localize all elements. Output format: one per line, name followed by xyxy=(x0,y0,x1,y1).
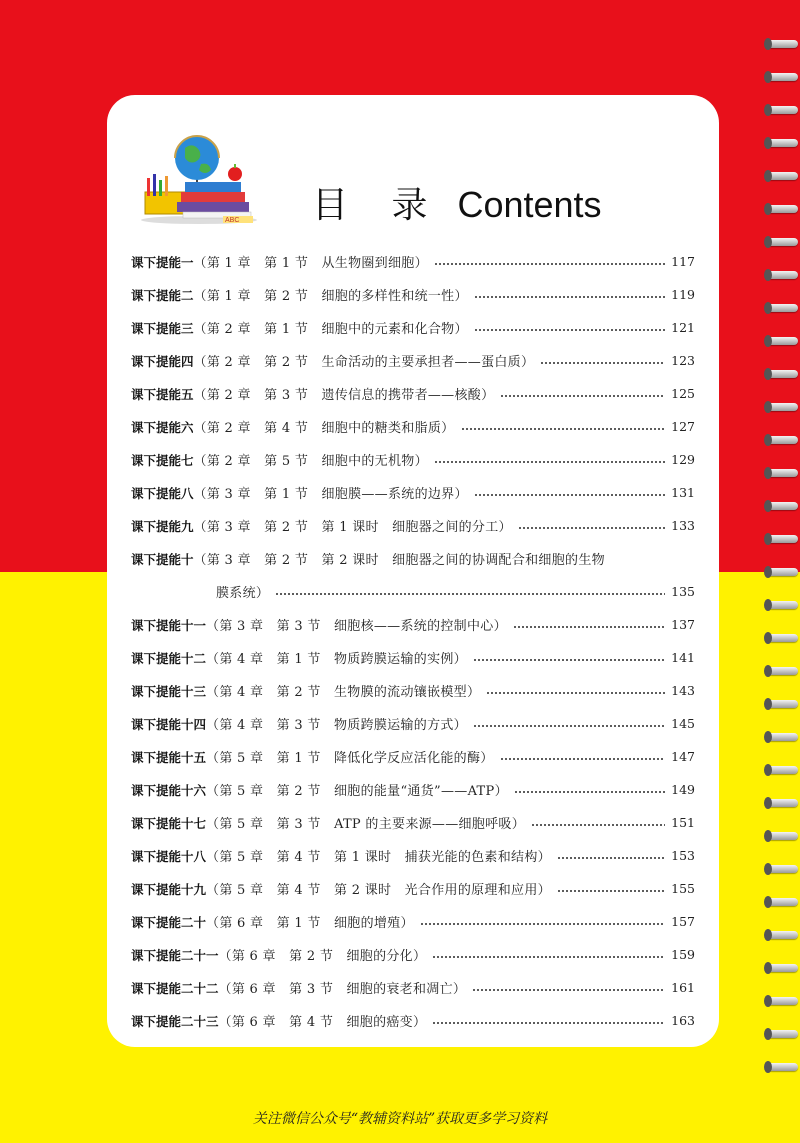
dot-leader xyxy=(557,890,665,892)
dot-leader xyxy=(434,461,665,463)
toc-page-number: 131 xyxy=(671,485,695,500)
toc-page-number: 159 xyxy=(671,947,695,962)
toc-page-number: 157 xyxy=(671,914,695,929)
toc-entry-label: 课下提能七 xyxy=(131,452,194,468)
toc-entry[interactable] xyxy=(131,608,695,641)
toc-entry-title: （第 6 章 第 1 节 细胞的增殖） xyxy=(206,916,414,931)
toc-entry-label: 课下提能十九 xyxy=(131,881,207,897)
binding-ring xyxy=(768,304,798,312)
toc-entry[interactable] xyxy=(131,245,695,278)
toc-entry-title: （第 2 章 第 5 节 细胞中的无机物） xyxy=(193,454,428,469)
toc-entry-label: 课下提能二十二 xyxy=(131,980,219,996)
toc-entry-title: （第 2 章 第 3 节 遗传信息的携带者——核酸） xyxy=(193,388,495,403)
toc-entry[interactable] xyxy=(131,674,695,707)
toc-entry-label: 课下提能十五 xyxy=(131,749,207,765)
toc-page-number: 117 xyxy=(671,254,695,269)
toc-entry-label: 课下提能十三 xyxy=(131,683,207,699)
binding-ring xyxy=(768,898,798,906)
toc-entry[interactable] xyxy=(131,839,695,872)
toc-entry-title: （第 6 章 第 3 节 细胞的衰老和凋亡） xyxy=(218,982,467,997)
toc-entry[interactable] xyxy=(131,905,695,938)
binding-ring xyxy=(768,172,798,180)
dot-leader xyxy=(540,362,665,364)
toc-page-number: 141 xyxy=(671,650,695,665)
toc-entry-label: 课下提能三 xyxy=(131,320,194,336)
toc-entry-label: 课下提能八 xyxy=(131,485,194,501)
toc-page-number: 137 xyxy=(671,617,695,632)
binding-ring xyxy=(768,106,798,114)
globe-books-icon xyxy=(137,130,262,225)
binding-ring xyxy=(768,436,798,444)
dot-leader xyxy=(500,395,665,397)
toc-entry-label: 课下提能十 xyxy=(131,551,194,567)
dot-leader xyxy=(473,659,665,661)
toc-page-number: 123 xyxy=(671,353,695,368)
toc-page-number: 129 xyxy=(671,452,695,467)
page-title xyxy=(312,177,602,227)
toc-entry-title: （第 1 章 第 1 节 从生物圈到细胞） xyxy=(193,256,428,271)
binding-ring xyxy=(768,337,798,345)
dot-leader xyxy=(432,1022,665,1024)
toc-entry[interactable] xyxy=(131,344,695,377)
toc-page-number: 147 xyxy=(671,749,695,764)
toc-entry[interactable] xyxy=(131,509,695,542)
toc-page-number: 121 xyxy=(671,320,695,335)
toc-entry-title: （第 2 章 第 1 节 细胞中的元素和化合物） xyxy=(193,322,468,337)
binding-ring xyxy=(768,1063,798,1071)
table-of-contents xyxy=(131,245,695,1037)
binding-ring xyxy=(768,634,798,642)
toc-entry[interactable] xyxy=(131,971,695,1004)
toc-page-number: 125 xyxy=(671,386,695,401)
binding-ring xyxy=(768,205,798,213)
binding-ring xyxy=(768,40,798,48)
toc-entry[interactable] xyxy=(131,377,695,410)
toc-entry-title: （第 3 章 第 1 节 细胞膜——系统的边界） xyxy=(193,487,468,502)
toc-entry-title: （第 3 章 第 3 节 细胞核——系统的控制中心） xyxy=(206,619,507,634)
toc-page-number: 127 xyxy=(671,419,695,434)
binding-ring xyxy=(768,1030,798,1038)
toc-page-number: 143 xyxy=(671,683,695,698)
toc-entry-title: （第 5 章 第 3 节 ATP 的主要来源——细胞呼吸） xyxy=(206,817,526,832)
dot-leader xyxy=(434,263,665,265)
binding-ring xyxy=(768,568,798,576)
dot-leader xyxy=(531,824,665,826)
toc-entry-label: 课下提能十七 xyxy=(131,815,207,831)
binding-ring xyxy=(768,931,798,939)
toc-entry[interactable] xyxy=(131,872,695,905)
toc-entry-label: 课下提能十二 xyxy=(131,650,207,666)
toc-entry-title: （第 4 章 第 3 节 物质跨膜运输的方式） xyxy=(206,718,467,733)
toc-entry-label: 课下提能九 xyxy=(131,518,194,534)
toc-entry-label: 课下提能十八 xyxy=(131,848,207,864)
toc-entry-label: 课下提能十四 xyxy=(131,716,207,732)
dot-leader xyxy=(500,758,665,760)
binding-ring xyxy=(768,403,798,411)
toc-entry-label: 课下提能二 xyxy=(131,287,194,303)
binding-ring xyxy=(768,700,798,708)
dot-leader xyxy=(474,296,665,298)
binding-ring xyxy=(768,799,798,807)
toc-page-number: 163 xyxy=(671,1013,695,1028)
dot-leader xyxy=(473,725,665,727)
dot-leader xyxy=(474,329,665,331)
toc-entry[interactable] xyxy=(131,773,695,806)
toc-entry[interactable] xyxy=(131,476,695,509)
binding-ring xyxy=(768,733,798,741)
toc-entry[interactable] xyxy=(131,740,695,773)
binding-ring xyxy=(768,964,798,972)
toc-page-number: 149 xyxy=(671,782,695,797)
toc-entry[interactable] xyxy=(131,410,695,443)
toc-entry-title: （第 5 章 第 1 节 降低化学反应活化能的酶） xyxy=(206,751,494,766)
toc-page-number: 155 xyxy=(671,881,695,896)
binding-ring xyxy=(768,535,798,543)
binding-ring xyxy=(768,766,798,774)
svg-text:ABC: ABC xyxy=(225,217,240,224)
toc-entry[interactable] xyxy=(131,707,695,740)
binding-ring xyxy=(768,601,798,609)
toc-entry-title: （第 6 章 第 2 节 细胞的分化） xyxy=(218,949,427,964)
binding-ring xyxy=(768,667,798,675)
toc-entry-label: 课下提能四 xyxy=(131,353,194,369)
spiral-binding xyxy=(760,40,800,1100)
toc-entry-label: 课下提能一 xyxy=(131,254,194,270)
binding-ring xyxy=(768,73,798,81)
binding-ring xyxy=(768,997,798,1005)
toc-entry-title: （第 4 章 第 2 节 生物膜的流动镶嵌模型） xyxy=(206,685,481,700)
binding-ring xyxy=(768,139,798,147)
toc-entry[interactable] xyxy=(131,575,695,608)
toc-page-number: 151 xyxy=(671,815,695,830)
toc-entry-label: 课下提能二十三 xyxy=(131,1013,219,1029)
dot-leader xyxy=(557,857,665,859)
toc-entry[interactable] xyxy=(131,1004,695,1037)
toc-entry[interactable] xyxy=(131,443,695,476)
binding-ring xyxy=(768,502,798,510)
toc-entry-title: （第 2 章 第 2 节 生命活动的主要承担者——蛋白质） xyxy=(193,355,535,370)
toc-page-number: 153 xyxy=(671,848,695,863)
toc-entry-label: 课下提能二十一 xyxy=(131,947,219,963)
toc-entry-title: （第 6 章 第 4 节 细胞的癌变） xyxy=(218,1015,427,1030)
binding-ring xyxy=(768,832,798,840)
contents-card xyxy=(107,95,719,1047)
toc-entry[interactable] xyxy=(131,938,695,971)
dot-leader xyxy=(472,989,665,991)
toc-entry-title: （第 5 章 第 4 节 第 2 课时 光合作用的原理和应用） xyxy=(206,883,551,898)
toc-page-number: 145 xyxy=(671,716,695,731)
toc-entry[interactable] xyxy=(131,311,695,344)
dot-leader xyxy=(461,428,666,430)
dot-leader xyxy=(513,626,665,628)
toc-entry-title: （第 1 章 第 2 节 细胞的多样性和统一性） xyxy=(193,289,468,304)
toc-entry-title: （第 3 章 第 2 节 第 1 课时 细胞器之间的分工） xyxy=(193,520,512,535)
binding-ring xyxy=(768,271,798,279)
toc-entry-title: （第 2 章 第 4 节 细胞中的糖类和脂质） xyxy=(193,421,455,436)
dot-leader xyxy=(518,527,665,529)
dot-leader xyxy=(432,956,665,958)
toc-entry[interactable] xyxy=(131,806,695,839)
footer-note: 关注微信公众号“教辅资料站”获取更多学习资料 xyxy=(252,1111,548,1127)
toc-entry-label: 课下提能二十 xyxy=(131,914,207,930)
binding-ring xyxy=(768,238,798,246)
toc-entry-title: （第 5 章 第 2 节 细胞的能量“通货”——ATP） xyxy=(206,784,508,799)
toc-entry-label: 课下提能六 xyxy=(131,419,194,435)
toc-entry[interactable] xyxy=(131,278,695,311)
dot-leader xyxy=(514,791,665,793)
binding-ring xyxy=(768,370,798,378)
toc-entry[interactable] xyxy=(131,542,695,575)
dot-leader xyxy=(275,593,665,595)
toc-entry[interactable] xyxy=(131,641,695,674)
title-english: Contents xyxy=(457,184,602,225)
dot-leader xyxy=(474,494,665,496)
toc-entry-title: （第 5 章 第 4 节 第 1 课时 捕获光能的色素和结构） xyxy=(206,850,551,865)
binding-ring xyxy=(768,469,798,477)
toc-entry-title: （第 3 章 第 2 节 第 2 课时 细胞器之间的协调配合和细胞的生物 xyxy=(193,553,605,568)
toc-entry-label: 课下提能五 xyxy=(131,386,194,402)
toc-page-number: 133 xyxy=(671,518,695,533)
toc-entry-label: 课下提能十六 xyxy=(131,782,207,798)
dot-leader xyxy=(420,923,665,925)
toc-page-number: 119 xyxy=(671,287,695,302)
toc-entry-title: （第 4 章 第 1 节 物质跨膜运输的实例） xyxy=(206,652,467,667)
toc-entry-label: 课下提能十一 xyxy=(131,617,207,633)
binding-ring xyxy=(768,865,798,873)
toc-page-number: 161 xyxy=(671,980,695,995)
toc-page-number: 135 xyxy=(671,584,695,599)
dot-leader xyxy=(486,692,665,694)
title-chinese: 目 录 xyxy=(312,185,444,226)
toc-entry-title: 膜系统） xyxy=(216,586,270,601)
